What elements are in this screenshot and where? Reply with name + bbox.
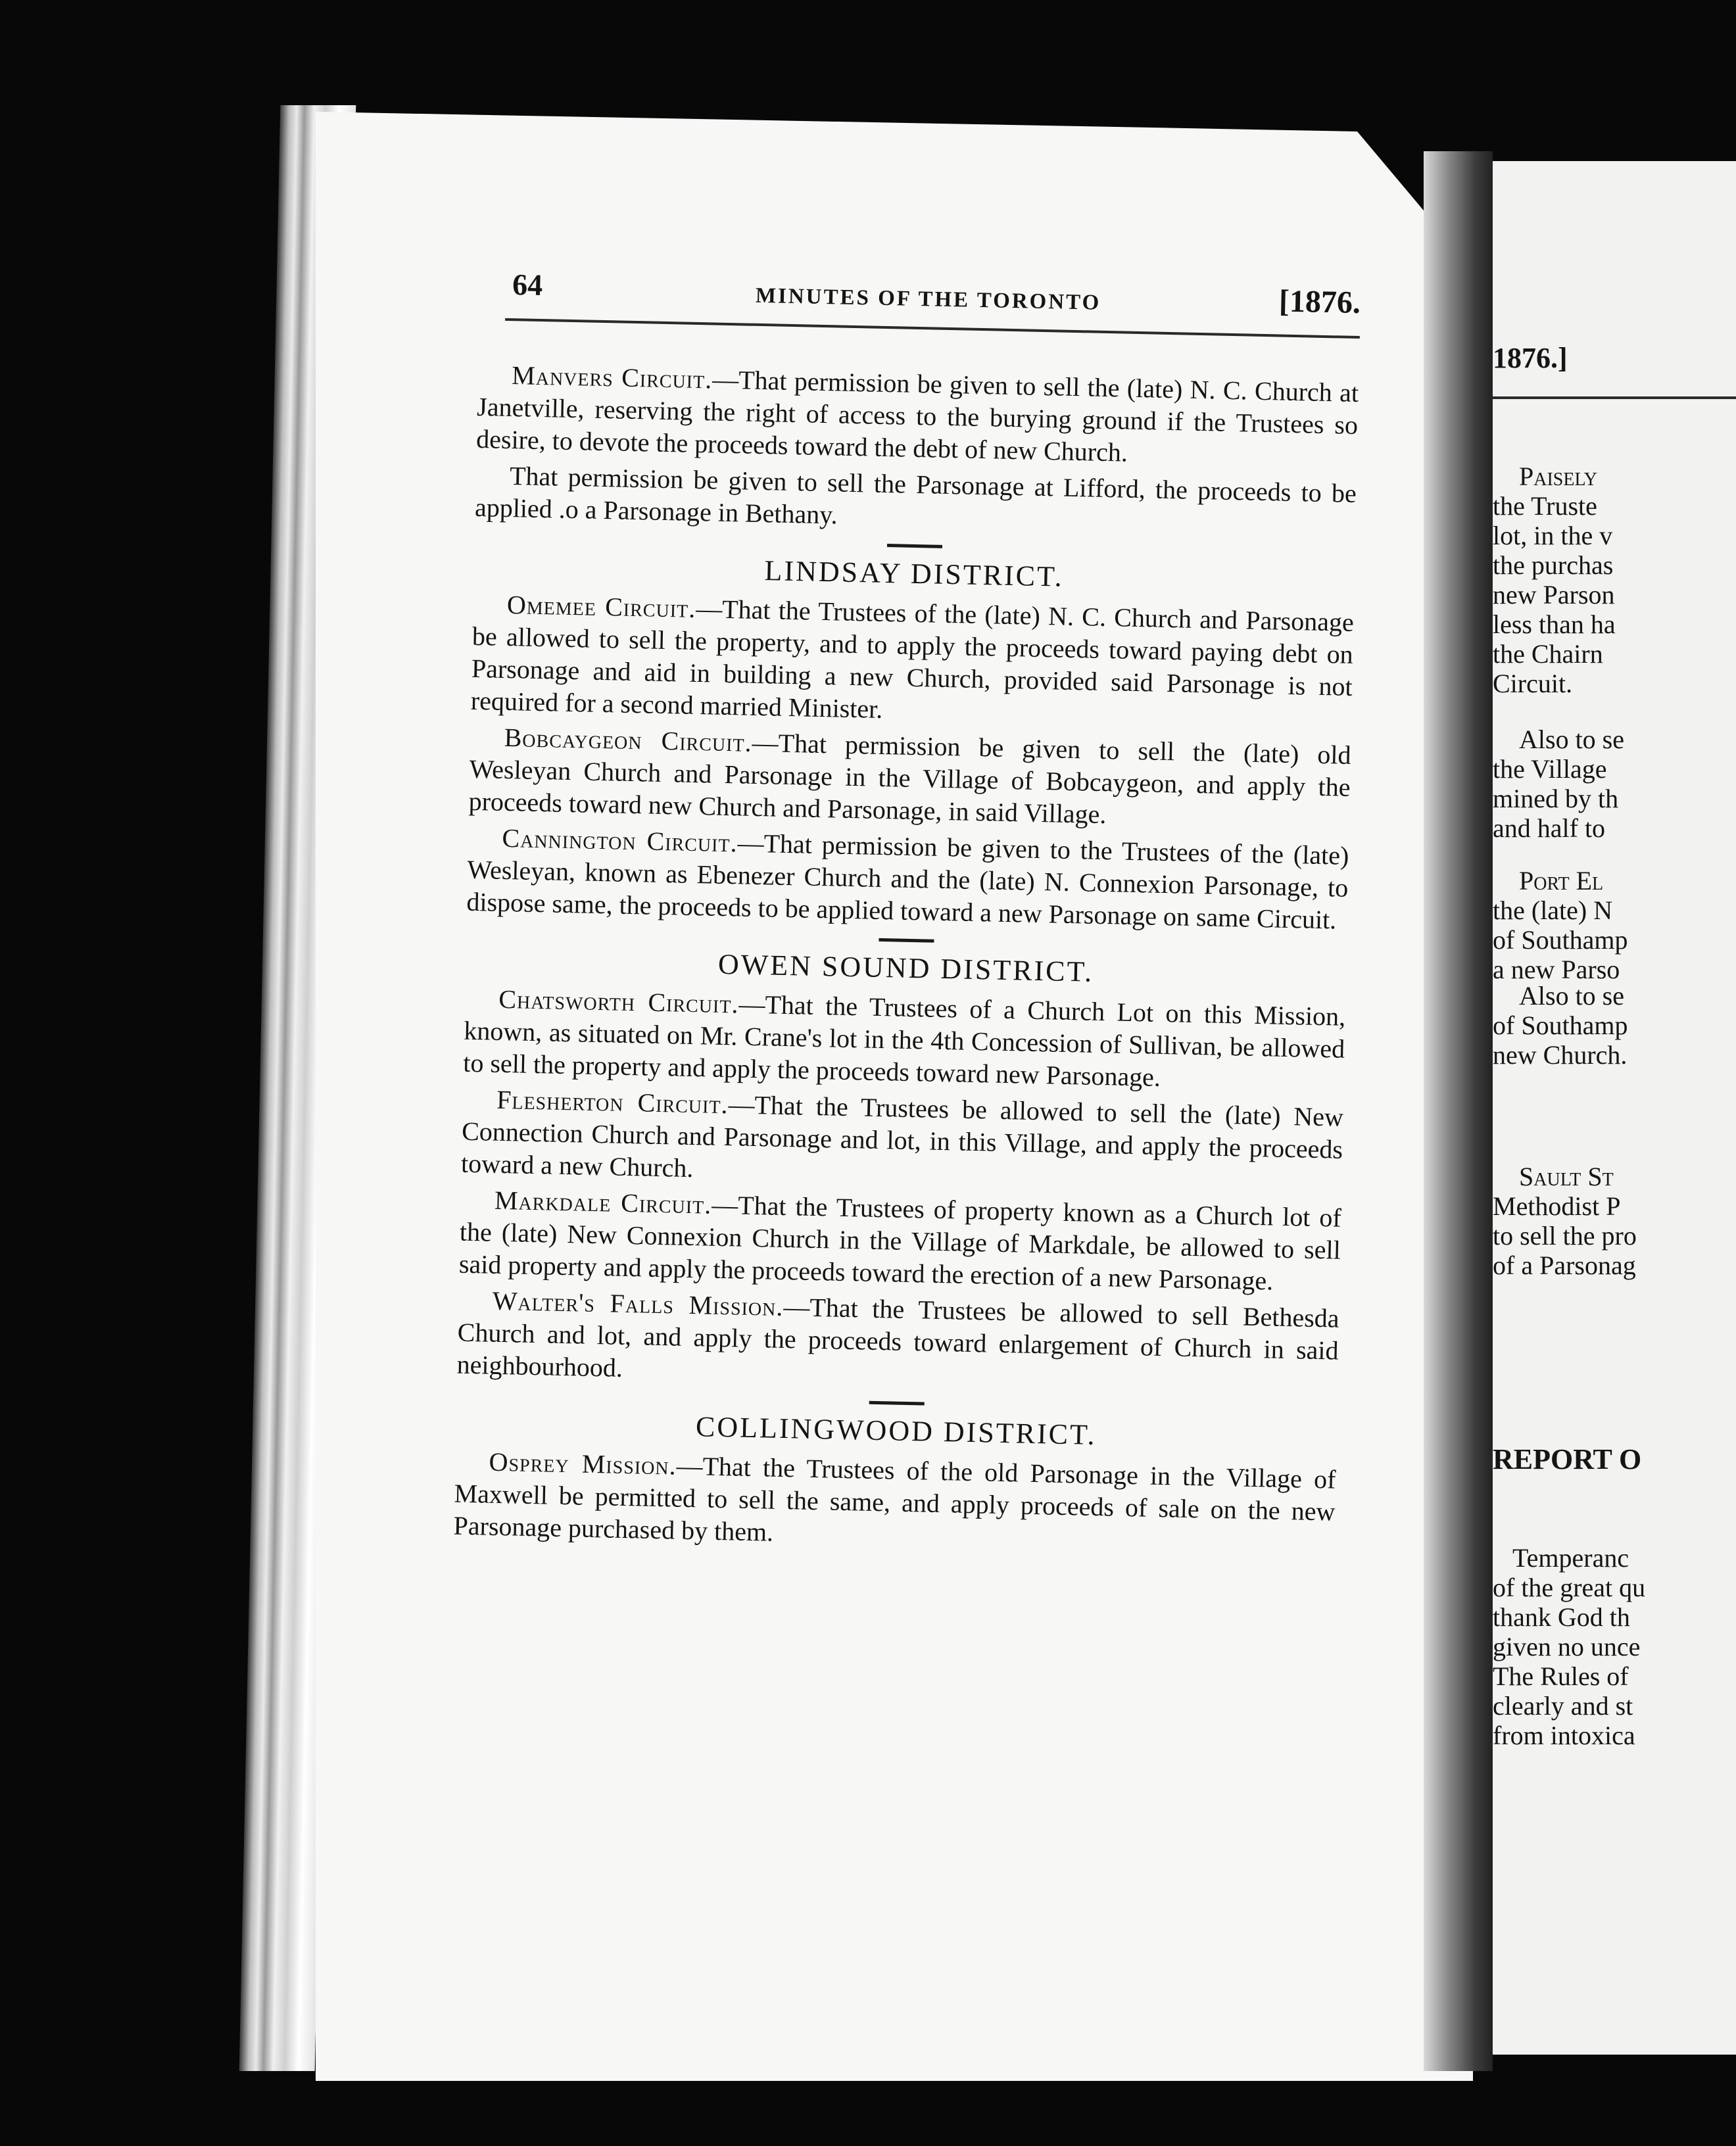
right-page-fragment: Sault St: [1519, 1162, 1614, 1191]
resolution-text: —That permission be given to the Trustees of the (late) Wesleyan, known as Ebenezer Church and the (late) N. Connexion Parsonage, to dispose same, the proceeds to be applied toward a new Parsonage on same Circuit.: [466, 828, 1349, 935]
right-page-fragment: Also to se: [1519, 725, 1624, 754]
resolution-paragraph: [456, 1284, 1339, 1399]
right-page-fragment: the (late) N: [1493, 895, 1613, 925]
resolution-paragraph: [466, 821, 1349, 936]
right-page-fragment: the Chairn: [1493, 639, 1603, 669]
header-year: [1876.: [1278, 283, 1361, 321]
resolution-paragraph: [461, 1083, 1344, 1198]
page-gutter: [1424, 151, 1493, 2071]
right-page-fragment: mined by th: [1493, 784, 1619, 813]
resolution-text: —That the Trustees of property known as a Church lot of the (late) New Connexion Church in the Village of Markdale, be allowed to sell said property and apply the proceeds toward the erection of a new Parsonage.: [458, 1189, 1342, 1296]
right-page-fragment: to sell the pro: [1493, 1221, 1637, 1251]
resolution-text: That permission be given to sell the Parsonage at Lifford, the proceeds to be applied .o a Parsonage in Bethany.: [474, 461, 1357, 530]
right-page-fragment: Paisely: [1519, 462, 1597, 491]
section-rule: [887, 544, 942, 548]
right-page-fragment: the Truste: [1493, 491, 1597, 521]
right-page-fragment: less than ha: [1493, 609, 1616, 639]
right-page-fragment: Methodist P: [1493, 1191, 1621, 1221]
right-page-fragment: lot, in the v: [1493, 521, 1613, 550]
right-page-fragment: of Southamp: [1493, 925, 1628, 955]
circuit-name: Flesherton Circuit.: [496, 1084, 729, 1120]
resolution-paragraph: [468, 721, 1351, 836]
circuit-name: Bobcaygeon Circuit.: [504, 722, 753, 757]
right-page-fragment: from intoxica: [1493, 1721, 1635, 1750]
right-page-fragment: a new Parso: [1493, 955, 1620, 984]
district-heading: COLLINGWOOD DISTRICT.: [695, 1410, 1097, 1452]
resolution-text: —That the Trustees of the old Parsonage in the Village of Maxwell be permitted to sell the same, and apply proceeds of sale on the new Parsonage purchased by them.: [453, 1450, 1336, 1547]
resolution-paragraph: [463, 982, 1346, 1097]
running-title: MINUTES OF THE TORONTO: [755, 283, 1101, 315]
right-page-fragment: thank God th: [1493, 1602, 1630, 1632]
resolution-text: —That permission be given to sell the (late) N. C. Church at Janetville, reserving the right of access to the burying ground if the Trustees so desire, to devote the proceeds toward the debt of new Church.: [475, 364, 1359, 467]
right-page-fragment: given no unce: [1493, 1632, 1641, 1661]
resolution-paragraph: [470, 588, 1354, 735]
right-page-fragment: Port El: [1519, 866, 1604, 895]
right-page-fragment: Also to se: [1519, 981, 1624, 1011]
resolution-text: —That the Trustees be allowed to sell the (late) New Connection Church and Parsonage and lot, in this Village, and apply the proceeds toward a new Church.: [460, 1089, 1344, 1183]
resolution-text: —That the Trustees of the (late) N. C. Church and Parsonage be allowed to sell the property, and to apply the proceeds toward paying debt on Parsonage and aid in building a new Church, provided said Parsonage is not required for a second married Minister.: [470, 593, 1355, 724]
right-page-year: 1876.]: [1493, 342, 1568, 374]
circuit-name: Chatsworth Circuit.: [498, 984, 739, 1019]
right-page-fragment: of the great qu: [1493, 1573, 1646, 1602]
right-page-fragment: the purchas: [1493, 550, 1614, 580]
district-heading: LINDSAY DISTRICT.: [764, 554, 1065, 593]
right-page-fragment: clearly and st: [1493, 1691, 1633, 1721]
resolution-text: —That permission be given to sell the (late) old Wesleyan Church and Parsonage in the Village of Bobcaygeon, and apply the proceeds toward new Church and Parsonage, in said Village.: [468, 727, 1351, 830]
resolution-paragraph: [453, 1445, 1336, 1560]
resolution-text: —That the Trustees of a Church Lot on this Mission, known, as situated on Mr. Crane's lot in the 4th Concession of Sullivan, be allowed to sell the property and apply the proceeds toward new Parsonage.: [462, 989, 1346, 1092]
right-page: [1493, 161, 1736, 2055]
right-page-fragment: and half to: [1493, 813, 1606, 843]
page-body: [453, 358, 1359, 1560]
resolution-text: —That the Trustees be allowed to sell Bethesda Church and lot, and apply the proceeds toward enlargement of Church in said neighbourhood.: [456, 1292, 1340, 1383]
right-page-fragment: of Southamp: [1493, 1011, 1628, 1040]
right-page-fragment: new Church.: [1493, 1040, 1628, 1070]
right-page-fragment: the Village: [1493, 754, 1607, 784]
resolution-paragraph: [476, 358, 1359, 473]
left-page-content: [453, 260, 1361, 1564]
right-page-fragment: REPORT O: [1493, 1443, 1642, 1475]
section-rule: [869, 1401, 925, 1406]
circuit-name: Osprey Mission.: [489, 1446, 677, 1481]
circuit-name: Manvers Circuit.: [511, 360, 713, 394]
circuit-name: Omemee Circuit.: [506, 589, 696, 623]
right-header-rule: [1493, 396, 1736, 399]
resolution-paragraph: [475, 459, 1357, 542]
circuit-name: Walter's Falls Mission.: [492, 1285, 784, 1322]
right-page-fragment: new Parson: [1493, 580, 1615, 609]
right-page-fragment: The Rules of: [1493, 1661, 1629, 1691]
page-number: 64: [512, 268, 543, 302]
right-page-fragment: Temperanc: [1512, 1543, 1629, 1573]
resolution-paragraph: [458, 1183, 1341, 1299]
section-rule: [879, 938, 934, 943]
circuit-name: Cannington Circuit.: [502, 823, 738, 858]
right-page-fragment: of a Parsonag: [1493, 1251, 1636, 1280]
header-rule: [505, 318, 1360, 339]
circuit-name: Markdale Circuit.: [494, 1185, 712, 1220]
district-heading: OWEN SOUND DISTRICT.: [717, 947, 1094, 988]
right-page-fragment: Circuit.: [1493, 669, 1573, 698]
